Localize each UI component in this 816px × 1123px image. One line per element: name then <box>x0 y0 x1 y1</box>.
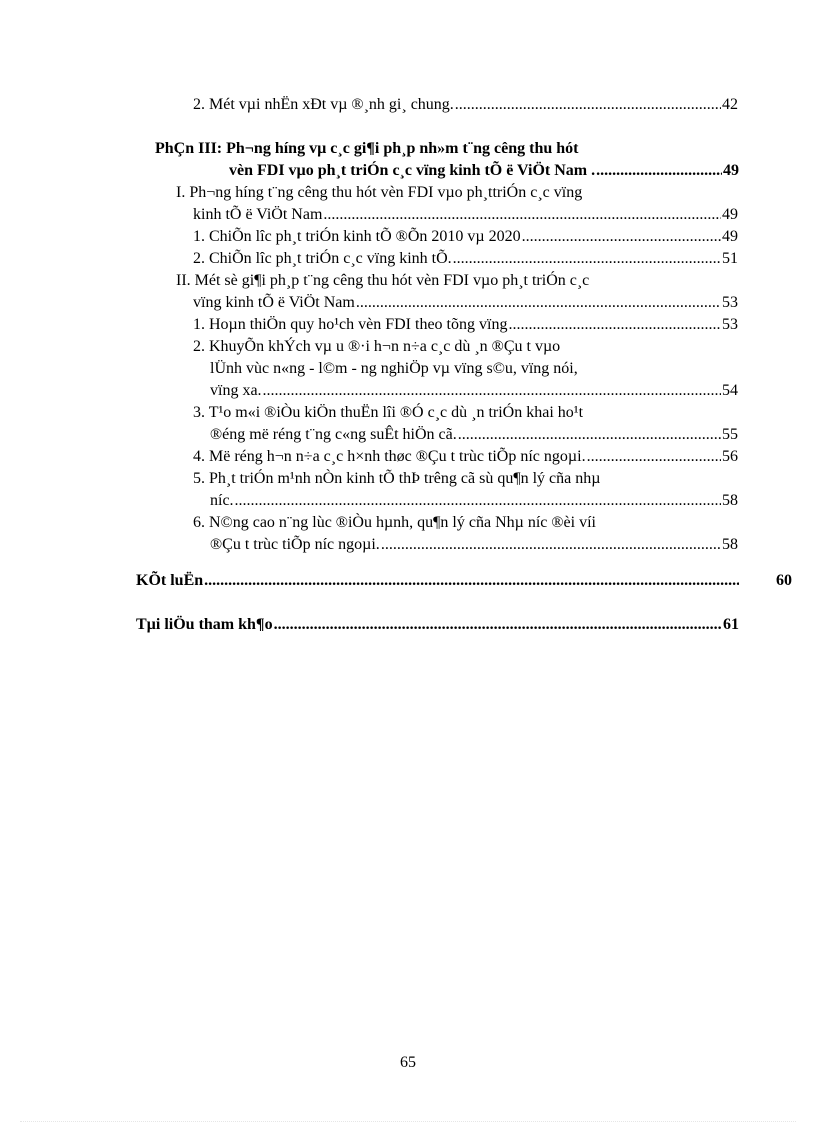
toc-leader-dots <box>455 94 721 116</box>
toc-leader-dots <box>204 570 739 592</box>
toc-leader-dots <box>596 160 722 182</box>
toc-entry-thi-truong-line1[interactable]: 5. Ph¸t triÓn m¹nh nÒn kinh tÕ thÞ trêng cã sù qu¶n lý cña nhµ <box>193 470 601 487</box>
bottom-rule <box>20 1121 796 1122</box>
toc-entry-page: 53 <box>722 316 738 333</box>
toc-entry-chien-luoc-vung[interactable] <box>193 248 738 270</box>
toc-section-1-line2: kinh tÕ ë ViÖt Nam <box>193 206 323 223</box>
toc-leader-dots <box>323 204 721 226</box>
toc-entry-conclusion[interactable] <box>136 570 740 592</box>
toc-entry-page: 61 <box>723 616 739 633</box>
toc-entry-quy-hoach[interactable] <box>193 314 738 336</box>
toc-entry-page: 49 <box>722 206 738 223</box>
toc-leader-dots <box>522 226 721 248</box>
toc-entry-tao-moi-line1[interactable]: 3. T¹o m«i ®iÒu kiÖn thuËn lîi ®Ó c¸c dù ¸n triÓn khai ho¹t <box>193 404 584 421</box>
toc-entry-page: 55 <box>722 426 738 443</box>
toc-leader-dots <box>356 292 721 314</box>
toc-leader-dots <box>453 248 721 270</box>
toc-entry-chien-luoc-kinh-te[interactable] <box>193 226 738 248</box>
toc-leader-dots <box>458 424 721 446</box>
toc-leader-dots <box>235 490 721 512</box>
toc-entry-page: 56 <box>722 448 738 465</box>
toc-entry-khuyen-khich[interactable] <box>210 380 738 402</box>
toc-entry-page: 49 <box>723 162 739 179</box>
toc-part3-entry[interactable] <box>229 160 739 182</box>
toc-leader-dots <box>508 314 721 336</box>
toc-conclusion-page: 60 <box>776 572 792 589</box>
toc-part3-line2: vèn FDI vµo ph¸t triÓn c¸c vïng kinh tÕ ë ViÖt Nam . <box>229 162 596 179</box>
toc-entry-tao-moi-line2: ®éng më réng t¨ng c«ng suÊt hiÖn cã. <box>210 426 457 443</box>
toc-leader-dots <box>587 446 721 468</box>
toc-entry-nang-cao-line1[interactable]: 6. N©ng cao n¨ng lùc ®iÒu hµnh, qu¶n lý cña Nhµ níc ®èi víi <box>193 514 596 531</box>
toc-entry-title: Tµi liÖu tham kh¶o <box>136 616 273 633</box>
toc-entry-nang-cao[interactable] <box>210 534 738 556</box>
toc-part3-line1[interactable]: PhÇn III: Ph¬ng híng vµ c¸c gi¶i ph¸p nh»m t¨ng cêng thu hót <box>155 140 579 157</box>
page-number: 65 <box>400 1054 416 1071</box>
toc-entry-nhan-xet[interactable] <box>193 94 738 116</box>
toc-entry-title: 1. Hoµn thiÖn quy ho¹ch vèn FDI theo tõng vïng <box>193 316 508 333</box>
toc-leader-dots <box>381 534 721 556</box>
toc-entry-page: 49 <box>722 228 738 245</box>
toc-entry-page: 58 <box>722 492 738 509</box>
toc-entry-thi-truong-line2: níc. <box>210 492 234 509</box>
toc-entry-title: 4. Më réng h¬n n÷a c¸c h×nh thøc ®Çu t trùc tiÕp níc ngoµi. <box>193 448 586 465</box>
toc-entry-title: 1. ChiÕn lîc ph¸t triÓn kinh tÕ ®Õn 2010 vµ 2020 <box>193 228 521 245</box>
toc-entry-page: 51 <box>722 250 738 267</box>
toc-entry-nang-cao-line2: ®Çu t trùc tiÕp níc ngoµi. <box>210 536 380 553</box>
toc-entry-khuyen-khich-line2[interactable]: lÜnh vùc n«ng - l©m - ng nghiÖp vµ vïng s©u, vïng nói, <box>210 360 578 377</box>
toc-entry-khuyen-khich-line1[interactable]: 2. KhuyÕn khÝch vµ u ®·i h¬n n÷a c¸c dù ¸n ®Çu t vµo <box>193 338 561 355</box>
toc-entry-page: 58 <box>722 536 738 553</box>
toc-leader-dots <box>274 614 722 636</box>
toc-leader-dots <box>263 380 721 402</box>
toc-section-2-line2: vïng kinh tÕ ë ViÖt Nam <box>193 294 355 311</box>
toc-entry-title: KÕt luËn <box>136 572 204 589</box>
toc-section-2-entry[interactable] <box>193 292 738 314</box>
toc-entry-title: 2. Mét vµi nhËn xÐt vµ ®¸nh gi¸ chung. <box>193 96 454 113</box>
toc-entry-page: 54 <box>722 382 738 399</box>
toc-entry-khuyen-khich-line3: vïng xa. <box>210 382 262 399</box>
toc-entry-page: 53 <box>722 294 738 311</box>
toc-entry-tao-moi[interactable] <box>210 424 738 446</box>
toc-entry-title: 2. ChiÕn lîc ph¸t triÓn c¸c vïng kinh tÕ. <box>193 250 452 267</box>
toc-entry-references[interactable] <box>136 614 739 636</box>
toc-section-1-line1[interactable]: I. Ph¬ng híng t¨ng cêng thu hót vèn FDI vµo ph¸ttriÓn c¸c vïng <box>176 184 583 201</box>
toc-entry-thi-truong[interactable] <box>210 490 738 512</box>
toc-section-1-entry[interactable] <box>193 204 738 226</box>
toc-section-2-line1[interactable]: II. Mét sè gi¶i ph¸p t¨ng cêng thu hót vèn FDI vµo ph¸t triÓn c¸c <box>176 272 590 289</box>
toc-entry-page: 42 <box>722 96 738 113</box>
toc-entry-mo-rong[interactable] <box>193 446 738 468</box>
